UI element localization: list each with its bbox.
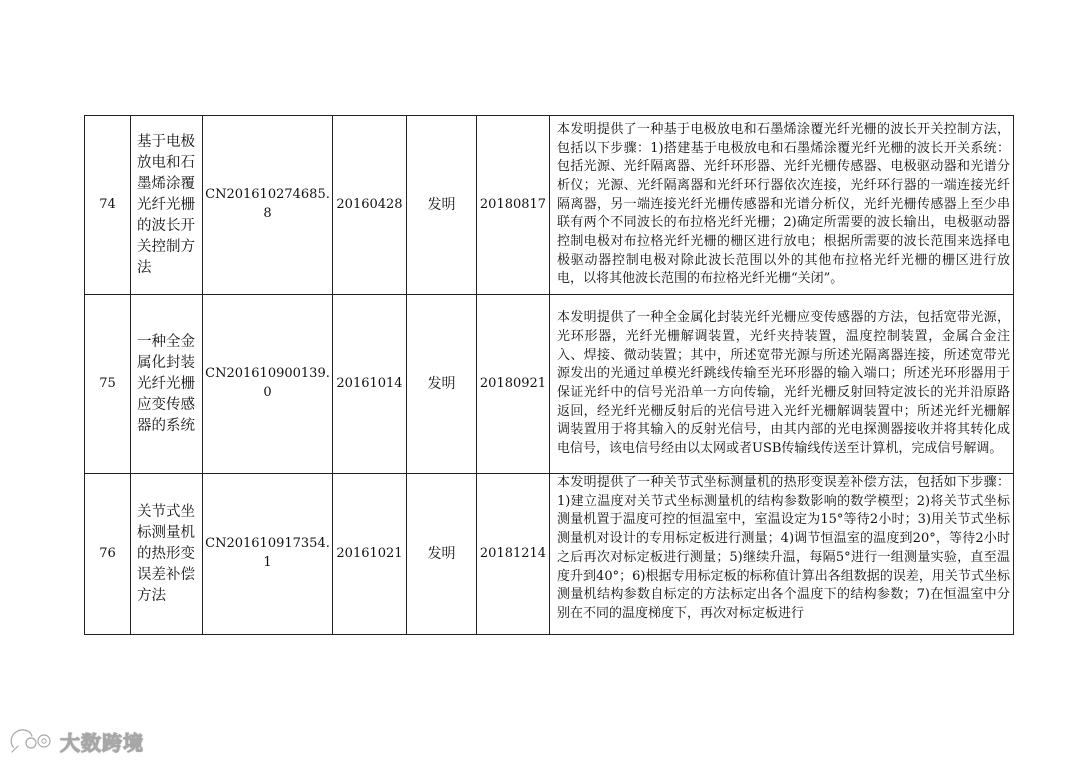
row-number: 74 [85, 116, 131, 295]
table-row [85, 295, 1014, 474]
application-date: 20160428 [333, 116, 407, 295]
application-date: 20161021 [333, 474, 407, 635]
application-number: CN201610917354.1 [203, 474, 333, 635]
patent-title: 关节式坐标测量机的热形变误差补偿方法 [131, 474, 203, 635]
patent-type: 发明 [407, 474, 477, 635]
grant-date: 20180817 [477, 116, 550, 295]
table-row [85, 116, 1014, 295]
row-number: 76 [85, 474, 131, 635]
patent-type: 发明 [407, 116, 477, 295]
grant-date: 20180921 [477, 295, 550, 474]
patent-abstract: 本发明提供了一种全金属化封装光纤光栅应变传感器的方法，包括宽带光源，光环形器，光纤光栅解调装置，光纤夹持装置，温度控制装置，金属合金注入、焊接、微动装置；其中，所述宽带光源与所述光隔离器连接，所述宽带光源发出的光通过单模光纤跳线传输至光环形器的输入端口；所述光环形器用于保证光纤中的信号光沿单一方向传输，光纤光栅反射回特定波长的光并沿原路返回，经光纤光栅反射后的光信号进入光纤光栅解调装置中；所述光纤光栅解调装置用于将其输入的反射光信号，由其内部的光电探测器接收并将其转化成电信号，该电信号经由以太网或者USB传输线传送至计算机，完成信号解调。 [550, 295, 1014, 474]
grant-date: 20181214 [477, 474, 550, 635]
patent-abstract: 本发明提供了一种关节式坐标测量机的热形变误差补偿方法，包括如下步骤：1)建立温度对关节式坐标测量机的结构参数影响的数学模型；2)将关节式坐标测量机置于温度可控的恒温室中，室温设定为15°等待2小时；3)用关节式坐标测量机对设计的专用标定板进行测量；4)调节恒温室的温度到20°，等待2小时之后再次对标定板进行测量；5)继续升温，每隔5°进行一组测量实验，直至温度升到40°；6)根据专用标定板的标称值计算出各组数据的误差，用关节式坐标测量机结构参数自标定的方法标定出各个温度下的结构参数；7)在恒温室中分别在不同的温度梯度下，再次对标定板进行 [550, 474, 1014, 635]
patent-type: 发明 [407, 295, 477, 474]
bubble-logo-icon [8, 726, 54, 756]
patent-abstract: 本发明提供了一种基于电极放电和石墨烯涂覆光纤光栅的波长开关控制方法，包括以下步骤：1)搭建基于电极放电和石墨烯涂覆光纤光栅的波长开关系统：包括光源、光纤隔离器、光纤环形器、光纤光栅传感器、电极驱动器和光谱分析仪；光源、光纤隔离器和光纤环行器依次连接，光纤环行器的一端连接光纤隔离器，另一端连接光纤光栅传感器和光谱分析仪，光纤光栅传感器上至少串联有两个不同波长的布拉格光纤光栅；2)确定所需要的波长输出，电极驱动器控制电极对布拉格光纤光栅的栅区进行放电；根据所需要的波长范围来选择电极驱动器控制电极对除此波长范围以外的其他布拉格光纤光栅的栅区进行放电，以将其他波长范围的布拉格光纤光栅“关闭”。 [550, 116, 1014, 295]
application-number: CN201610900139.0 [203, 295, 333, 474]
patent-title: 基于电极放电和石墨烯涂覆光纤光栅的波长开关控制方法 [131, 116, 203, 295]
watermark-text: 大数跨境 [60, 730, 144, 755]
watermark [8, 724, 144, 758]
table-row [85, 474, 1014, 635]
row-number: 75 [85, 295, 131, 474]
application-number: CN201610274685.8 [203, 116, 333, 295]
patent-title: 一种全金属化封装光纤光栅应变传感器的系统 [131, 295, 203, 474]
patent-table [84, 115, 1014, 635]
application-date: 20161014 [333, 295, 407, 474]
